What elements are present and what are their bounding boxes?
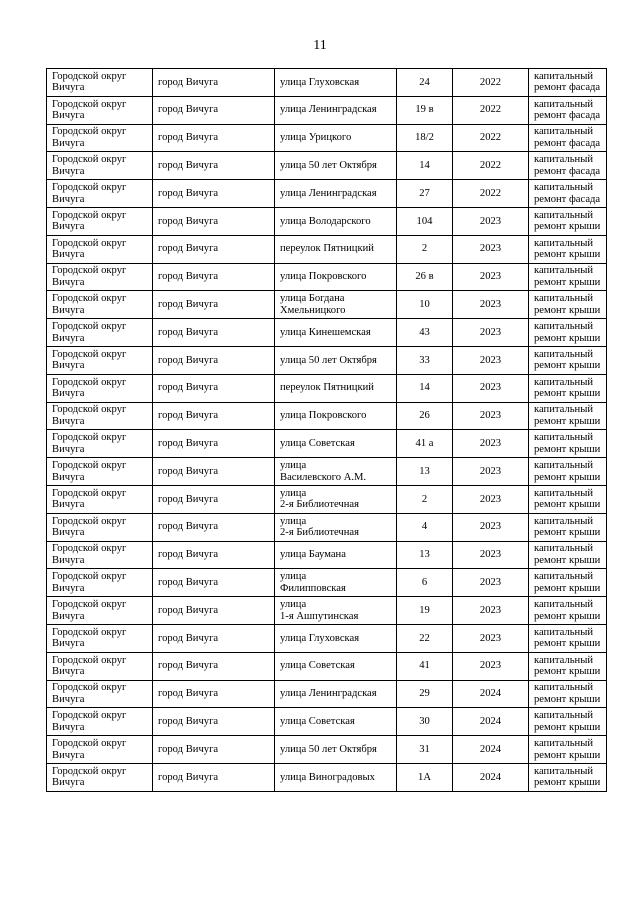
work-type-cell: капитальный ремонт крыши [529, 319, 607, 347]
district-cell: Городской округ Вичуга [47, 402, 153, 430]
street-cell: улица Ленинградская [275, 680, 397, 708]
settlement-cell: город Вичуга [153, 402, 275, 430]
house-number-cell: 4 [397, 513, 453, 541]
year-cell: 2023 [453, 569, 529, 597]
table-row [47, 152, 607, 180]
year-cell: 2023 [453, 458, 529, 486]
work-type-cell: капитальный ремонт крыши [529, 346, 607, 374]
work-type-cell: капитальный ремонт крыши [529, 402, 607, 430]
year-cell: 2024 [453, 763, 529, 791]
work-type-cell: капитальный ремонт крыши [529, 652, 607, 680]
house-number-cell: 22 [397, 624, 453, 652]
house-number-cell: 41 а [397, 430, 453, 458]
settlement-cell: город Вичуга [153, 485, 275, 513]
street-cell: переулок Пятницкий [275, 235, 397, 263]
housing-repair-table [46, 68, 607, 792]
year-cell: 2023 [453, 597, 529, 625]
street-cell: улица Глуховская [275, 69, 397, 97]
year-cell: 2023 [453, 263, 529, 291]
work-type-cell: капитальный ремонт фасада [529, 124, 607, 152]
table-row [47, 708, 607, 736]
street-cell: улица 2-я Библиотечная [275, 485, 397, 513]
work-type-cell: капитальный ремонт крыши [529, 680, 607, 708]
year-cell: 2024 [453, 680, 529, 708]
table-row [47, 346, 607, 374]
settlement-cell: город Вичуга [153, 69, 275, 97]
settlement-cell: город Вичуга [153, 513, 275, 541]
street-cell: улица 50 лет Октября [275, 736, 397, 764]
district-cell: Городской округ Вичуга [47, 541, 153, 569]
house-number-cell: 13 [397, 541, 453, 569]
settlement-cell: город Вичуга [153, 624, 275, 652]
district-cell: Городской округ Вичуга [47, 263, 153, 291]
district-cell: Городской округ Вичуга [47, 458, 153, 486]
work-type-cell: капитальный ремонт крыши [529, 624, 607, 652]
work-type-cell: капитальный ремонт крыши [529, 485, 607, 513]
page-number: 11 [313, 38, 327, 53]
table-row [47, 69, 607, 97]
district-cell: Городской округ Вичуга [47, 124, 153, 152]
street-cell: переулок Пятницкий [275, 374, 397, 402]
year-cell: 2023 [453, 652, 529, 680]
settlement-cell: город Вичуга [153, 458, 275, 486]
work-type-cell: капитальный ремонт крыши [529, 235, 607, 263]
work-type-cell: капитальный ремонт крыши [529, 569, 607, 597]
settlement-cell: город Вичуга [153, 263, 275, 291]
district-cell: Городской округ Вичуга [47, 96, 153, 124]
house-number-cell: 33 [397, 346, 453, 374]
year-cell: 2023 [453, 207, 529, 235]
house-number-cell: 2 [397, 485, 453, 513]
street-cell: улица 1-я Ашпутинская [275, 597, 397, 625]
year-cell: 2023 [453, 513, 529, 541]
work-type-cell: капитальный ремонт крыши [529, 263, 607, 291]
table-row [47, 736, 607, 764]
house-number-cell: 31 [397, 736, 453, 764]
house-number-cell: 41 [397, 652, 453, 680]
year-cell: 2022 [453, 69, 529, 97]
settlement-cell: город Вичуга [153, 569, 275, 597]
street-cell: улица Советская [275, 708, 397, 736]
table-row [47, 458, 607, 486]
table-row [47, 402, 607, 430]
district-cell: Городской округ Вичуга [47, 624, 153, 652]
settlement-cell: город Вичуга [153, 374, 275, 402]
house-number-cell: 26 в [397, 263, 453, 291]
year-cell: 2022 [453, 180, 529, 208]
table-row [47, 180, 607, 208]
house-number-cell: 10 [397, 291, 453, 319]
work-type-cell: капитальный ремонт крыши [529, 207, 607, 235]
work-type-cell: капитальный ремонт фасада [529, 96, 607, 124]
street-cell: улица Ленинградская [275, 180, 397, 208]
table-row [47, 652, 607, 680]
table-row [47, 680, 607, 708]
house-number-cell: 30 [397, 708, 453, 736]
street-cell: улица Ленинградская [275, 96, 397, 124]
district-cell: Городской округ Вичуга [47, 652, 153, 680]
district-cell: Городской округ Вичуга [47, 346, 153, 374]
year-cell: 2023 [453, 346, 529, 374]
district-cell: Городской округ Вичуга [47, 69, 153, 97]
house-number-cell: 1А [397, 763, 453, 791]
district-cell: Городской округ Вичуга [47, 152, 153, 180]
district-cell: Городской округ Вичуга [47, 374, 153, 402]
settlement-cell: город Вичуга [153, 152, 275, 180]
district-cell: Городской округ Вичуга [47, 235, 153, 263]
settlement-cell: город Вичуга [153, 291, 275, 319]
table-row [47, 430, 607, 458]
settlement-cell: город Вичуга [153, 96, 275, 124]
settlement-cell: город Вичуга [153, 736, 275, 764]
house-number-cell: 2 [397, 235, 453, 263]
year-cell: 2023 [453, 485, 529, 513]
house-number-cell: 19 в [397, 96, 453, 124]
table-row [47, 207, 607, 235]
district-cell: Городской округ Вичуга [47, 430, 153, 458]
street-cell: улица 2-я Библиотечная [275, 513, 397, 541]
work-type-cell: капитальный ремонт крыши [529, 430, 607, 458]
settlement-cell: город Вичуга [153, 541, 275, 569]
year-cell: 2022 [453, 96, 529, 124]
year-cell: 2023 [453, 291, 529, 319]
street-cell: улица Виноградовых [275, 763, 397, 791]
table-row [47, 513, 607, 541]
settlement-cell: город Вичуга [153, 708, 275, 736]
work-type-cell: капитальный ремонт крыши [529, 763, 607, 791]
house-number-cell: 26 [397, 402, 453, 430]
table-row [47, 263, 607, 291]
district-cell: Городской округ Вичуга [47, 569, 153, 597]
district-cell: Городской округ Вичуга [47, 180, 153, 208]
settlement-cell: город Вичуга [153, 235, 275, 263]
work-type-cell: капитальный ремонт крыши [529, 597, 607, 625]
year-cell: 2023 [453, 235, 529, 263]
table-body [47, 69, 607, 792]
table-row [47, 235, 607, 263]
street-cell: улица Кинешемская [275, 319, 397, 347]
street-cell: улица Советская [275, 430, 397, 458]
settlement-cell: город Вичуга [153, 763, 275, 791]
work-type-cell: капитальный ремонт крыши [529, 513, 607, 541]
district-cell: Городской округ Вичуга [47, 485, 153, 513]
house-number-cell: 19 [397, 597, 453, 625]
work-type-cell: капитальный ремонт фасада [529, 180, 607, 208]
work-type-cell: капитальный ремонт крыши [529, 736, 607, 764]
district-cell: Городской округ Вичуга [47, 736, 153, 764]
table-row [47, 319, 607, 347]
street-cell: улица 50 лет Октября [275, 152, 397, 180]
district-cell: Городской округ Вичуга [47, 513, 153, 541]
year-cell: 2024 [453, 708, 529, 736]
settlement-cell: город Вичуга [153, 680, 275, 708]
table-row [47, 124, 607, 152]
district-cell: Городской округ Вичуга [47, 319, 153, 347]
year-cell: 2023 [453, 541, 529, 569]
street-cell: улица Покровского [275, 402, 397, 430]
street-cell: улица Урицкого [275, 124, 397, 152]
work-type-cell: капитальный ремонт крыши [529, 291, 607, 319]
house-number-cell: 104 [397, 207, 453, 235]
settlement-cell: город Вичуга [153, 180, 275, 208]
work-type-cell: капитальный ремонт крыши [529, 708, 607, 736]
house-number-cell: 6 [397, 569, 453, 597]
work-type-cell: капитальный ремонт крыши [529, 541, 607, 569]
district-cell: Городской округ Вичуга [47, 291, 153, 319]
settlement-cell: город Вичуга [153, 652, 275, 680]
table-row [47, 541, 607, 569]
table-row [47, 291, 607, 319]
settlement-cell: город Вичуга [153, 346, 275, 374]
house-number-cell: 29 [397, 680, 453, 708]
district-cell: Городской округ Вичуга [47, 763, 153, 791]
year-cell: 2023 [453, 374, 529, 402]
street-cell: улица Советская [275, 652, 397, 680]
work-type-cell: капитальный ремонт крыши [529, 374, 607, 402]
house-number-cell: 43 [397, 319, 453, 347]
year-cell: 2023 [453, 624, 529, 652]
district-cell: Городской округ Вичуга [47, 597, 153, 625]
street-cell: улица Баумана [275, 541, 397, 569]
district-cell: Городской округ Вичуга [47, 207, 153, 235]
year-cell: 2023 [453, 430, 529, 458]
work-type-cell: капитальный ремонт фасада [529, 69, 607, 97]
year-cell: 2022 [453, 124, 529, 152]
street-cell: улица Филипповская [275, 569, 397, 597]
settlement-cell: город Вичуга [153, 124, 275, 152]
street-cell: улица Володарского [275, 207, 397, 235]
year-cell: 2022 [453, 152, 529, 180]
house-number-cell: 27 [397, 180, 453, 208]
work-type-cell: капитальный ремонт крыши [529, 458, 607, 486]
work-type-cell: капитальный ремонт фасада [529, 152, 607, 180]
settlement-cell: город Вичуга [153, 430, 275, 458]
street-cell: улица Василевского А.М. [275, 458, 397, 486]
house-number-cell: 14 [397, 374, 453, 402]
street-cell: улица Покровского [275, 263, 397, 291]
house-number-cell: 13 [397, 458, 453, 486]
house-number-cell: 18/2 [397, 124, 453, 152]
street-cell: улица Глуховская [275, 624, 397, 652]
district-cell: Городской округ Вичуга [47, 708, 153, 736]
district-cell: Городской округ Вичуга [47, 680, 153, 708]
street-cell: улица Богдана Хмельницкого [275, 291, 397, 319]
year-cell: 2024 [453, 736, 529, 764]
table-row [47, 96, 607, 124]
table-row [47, 485, 607, 513]
settlement-cell: город Вичуга [153, 207, 275, 235]
table-row [47, 624, 607, 652]
table-row [47, 597, 607, 625]
table-row [47, 569, 607, 597]
year-cell: 2023 [453, 402, 529, 430]
street-cell: улица 50 лет Октября [275, 346, 397, 374]
settlement-cell: город Вичуга [153, 597, 275, 625]
table-row [47, 763, 607, 791]
year-cell: 2023 [453, 319, 529, 347]
table-row [47, 374, 607, 402]
house-number-cell: 24 [397, 69, 453, 97]
house-number-cell: 14 [397, 152, 453, 180]
settlement-cell: город Вичуга [153, 319, 275, 347]
